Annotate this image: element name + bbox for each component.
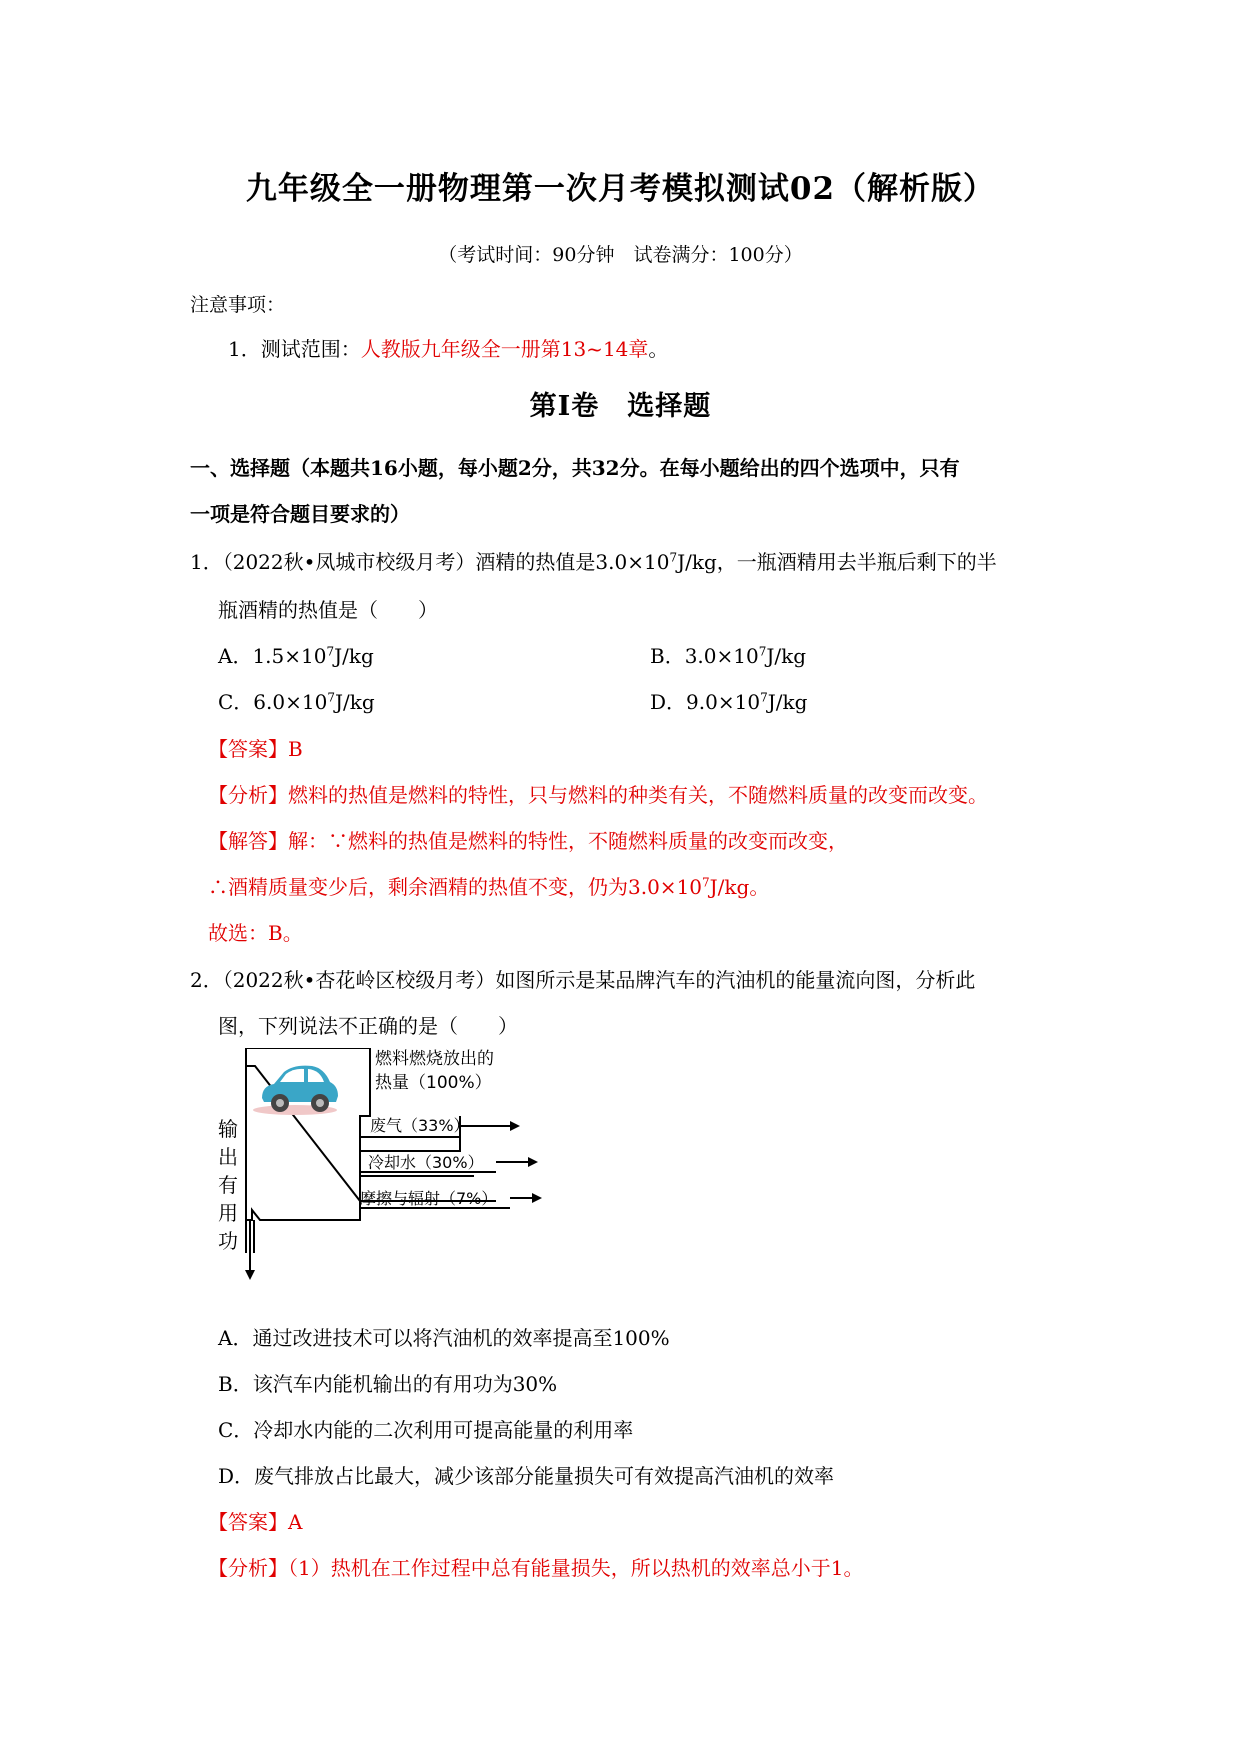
- q1-solution-exp: 7: [702, 875, 710, 890]
- notes-heading: 注意事项：: [190, 294, 286, 316]
- q1-choice: 故选：B。: [208, 921, 303, 945]
- q2-option-a: A．通过改进技术可以将汽油机的效率提高至100%: [218, 1326, 670, 1350]
- q1-stem-text-2: J/kg，一瓶酒精用去半瓶后剩下的半: [677, 550, 997, 574]
- output-label-4: 用: [218, 1201, 238, 1225]
- output-label-1: 输: [218, 1117, 238, 1141]
- q2-analysis: 【分析】（1）热机在工作过程中总有能量损失，所以热机的效率总小于1。: [208, 1556, 864, 1580]
- q1-stem-text: 1．（2022秋•凤城市校级月考）酒精的热值是3.0×10: [190, 550, 670, 574]
- fuel-heat-label-2: 热量（100%）: [375, 1073, 492, 1093]
- q1-option-a: [218, 640, 374, 669]
- q1-option-b-unit: J/kg: [766, 644, 807, 668]
- q1-option-c-text: C．6.0×10: [218, 690, 328, 714]
- q1-option-b-text: B．3.0×10: [650, 644, 759, 668]
- q1-option-a-text: A．1.5×10: [218, 644, 327, 668]
- q1-option-d-unit: J/kg: [767, 690, 808, 714]
- output-label-5: 功: [218, 1229, 238, 1253]
- part-heading-line2: 一项是符合题目要求的）: [190, 502, 410, 526]
- friction-arrow: [510, 1193, 542, 1203]
- q1-solution-line1: 【解答】解：∵燃料的热值是燃料的特性，不随燃料质量的改变而改变，: [208, 829, 848, 853]
- q1-option-a-unit: J/kg: [334, 644, 374, 668]
- exam-info: （考试时间：90分钟 试卷满分：100分）: [438, 244, 803, 266]
- q1-solution-line2: [208, 871, 769, 900]
- q1-option-d-exp: 7: [760, 690, 768, 705]
- q2-option-b: B．该汽车内能机输出的有用功为30%: [218, 1372, 558, 1396]
- q1-option-c-unit: J/kg: [334, 690, 375, 714]
- note-1: [228, 333, 668, 362]
- cooling-label: 冷却水（30%）: [368, 1153, 484, 1172]
- q1-option-b: [650, 640, 806, 669]
- note-1-suffix: 。: [648, 337, 669, 361]
- note-1-prefix: 1．测试范围：: [228, 337, 361, 361]
- fuel-heat-label-1: 燃料燃烧放出的: [375, 1049, 494, 1069]
- car-icon: [253, 1066, 338, 1115]
- q1-option-d-text: D．9.0×10: [650, 690, 761, 714]
- q1-option-b-exp: 7: [758, 644, 767, 659]
- q2-stem-line2: 图，下列说法不正确的是（ ）: [218, 1014, 518, 1038]
- q1-stem-line1: [190, 546, 997, 575]
- q1-stem-line2: 瓶酒精的热值是（ ）: [218, 598, 438, 622]
- friction-label: 摩擦与辐射（7%）: [360, 1189, 498, 1208]
- output-label-3: 有: [218, 1173, 238, 1197]
- q1-answer: 【答案】B: [208, 737, 303, 761]
- q1-option-c-exp: 7: [327, 690, 335, 705]
- section-title: 第Ⅰ卷 选择题: [529, 391, 712, 422]
- q2-answer: 【答案】A: [208, 1510, 303, 1534]
- q1-analysis: 【分析】燃料的热值是燃料的特性，只与燃料的种类有关，不随燃料质量的改变而改变。: [208, 783, 988, 807]
- q1-option-a-exp: 7: [326, 644, 335, 659]
- q1-solution-text: ∴酒精质量变少后，剩余酒精的热值不变，仍为3.0×10: [208, 875, 703, 899]
- q1-solution-unit: J/kg。: [709, 875, 770, 899]
- part-heading-line1: 一、选择题（本题共16小题，每小题2分，共32分。在每小题给出的四个选项中，只有: [190, 456, 960, 480]
- q2-stem-line1: 2．（2022秋•杏花岭区校级月考）如图所示是某品牌汽车的汽油机的能量流向图，分析此: [190, 968, 976, 992]
- cooling-arrow: [496, 1157, 538, 1167]
- exhaust-label: 废气（33%）: [370, 1116, 470, 1135]
- q1-option-d: [650, 686, 807, 715]
- q1-stem-exponent: 7: [669, 550, 678, 565]
- q2-option-d: D．废气排放占比最大，减少该部分能量损失可有效提高汽油机的效率: [218, 1464, 835, 1488]
- note-1-scope: 人教版九年级全一册第13~14章: [360, 337, 649, 361]
- page-title: 九年级全一册物理第一次月考模拟测试02（解析版）: [245, 171, 996, 207]
- output-label-2: 出: [218, 1145, 238, 1169]
- q2-option-c: C．冷却水内能的二次利用可提高能量的利用率: [218, 1418, 634, 1442]
- q1-option-c: [218, 686, 375, 715]
- energy-flow-diagram: [210, 1048, 550, 1283]
